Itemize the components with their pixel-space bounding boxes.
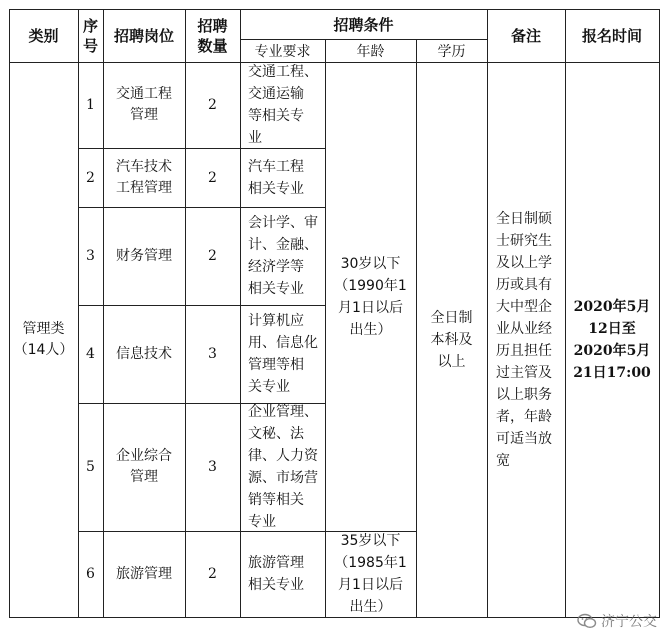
row-count: 2 — [208, 566, 217, 582]
row-seq: 1 — [86, 97, 95, 113]
row-position: 企业综合 管理 — [116, 448, 172, 485]
row-seq: 6 — [86, 566, 95, 582]
header-count: 招聘 数量 — [197, 16, 228, 55]
age-group-2: 35岁以下 （1985年1 月1日以后 出生） — [334, 533, 407, 615]
row-seq: 3 — [86, 248, 95, 264]
row-seq: 4 — [86, 346, 95, 362]
row-major: 计算机应 用、信息化 管理等相 关专业 — [248, 313, 318, 395]
header-education: 学历 — [437, 43, 466, 60]
watermark-text: 济宁公交 — [601, 614, 657, 630]
row-position: 信息技术 — [116, 345, 172, 362]
row-count: 2 — [208, 97, 217, 113]
row-major: 会计学、审 计、金融、 经济学等 相关专业 — [248, 215, 318, 297]
row-position: 财务管理 — [116, 247, 172, 264]
remarks-cell: 全日制硕 士研究生 及以上学 历或具有 大中型企 业从业经 历且担任 过主管及 以上职务 者，年龄 可适当放 宽 — [496, 210, 552, 469]
row-seq: 2 — [86, 169, 95, 186]
row-major: 旅游管理 相关专业 — [248, 555, 304, 593]
header-seq: 序 号 — [82, 16, 98, 55]
age-group-1: 30岁以下 （1990年1 月1日以后 出生） — [334, 255, 407, 338]
header-age: 年龄 — [356, 43, 385, 60]
row-major: 汽车工程 相关专业 — [248, 158, 304, 197]
category-cell: 管理类 （14人） — [13, 320, 74, 358]
rule — [659, 9, 660, 618]
header-category: 类别 — [28, 27, 59, 45]
row-seq: 5 — [86, 459, 95, 475]
row-major: 企业管理、 文秘、法 律、人力资 源、市场营 销等相关 专业 — [248, 404, 318, 530]
row-position: 旅游管理 — [116, 565, 172, 582]
header-conditions: 招聘条件 — [333, 15, 394, 34]
row-count: 3 — [208, 459, 217, 475]
row-position: 交通工程 管理 — [116, 86, 172, 123]
header-major: 专业要求 — [254, 43, 311, 60]
header-position: 招聘岗位 — [113, 27, 174, 45]
header-remarks: 备注 — [510, 27, 541, 45]
row-position: 汽车技术 工程管理 — [116, 158, 172, 196]
wechat-icon — [577, 613, 597, 629]
deadline-cell: 2020年5月 12日至 2020年5月 21日17:00 — [573, 298, 651, 381]
watermark — [577, 611, 657, 631]
education-cell: 全日制 本科及 以上 — [430, 309, 473, 370]
row-count: 2 — [208, 248, 217, 264]
row-major: 交通工程、 交通运输 等相关专 业 — [248, 64, 318, 146]
row-count: 3 — [208, 346, 217, 362]
header-deadline: 报名时间 — [581, 27, 642, 45]
row-count: 2 — [208, 169, 217, 186]
